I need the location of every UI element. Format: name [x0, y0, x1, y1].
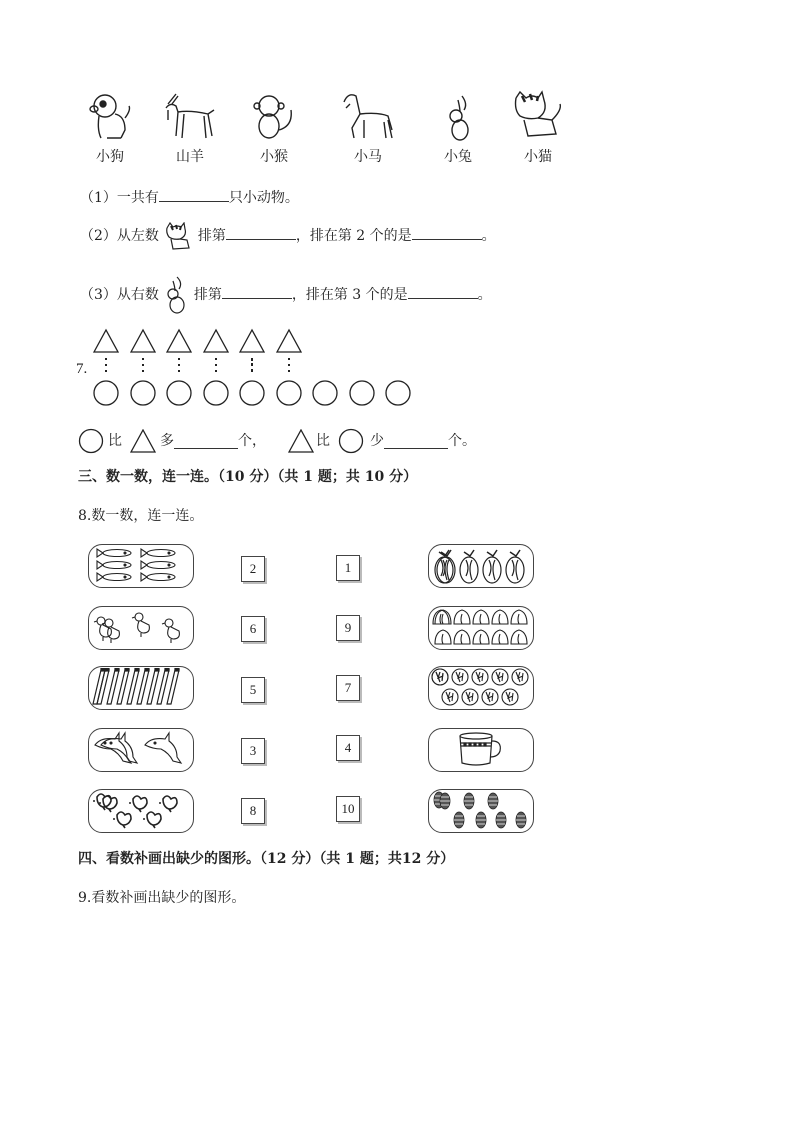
- number-box[interactable]: 8: [241, 798, 265, 824]
- answer-blank[interactable]: [408, 284, 478, 299]
- picture-leaves[interactable]: [428, 666, 534, 710]
- watermelon-icon: [433, 546, 529, 586]
- animal-label: 小猫: [524, 149, 552, 165]
- picture-peaches[interactable]: [428, 606, 534, 650]
- number-box[interactable]: 2: [241, 556, 265, 582]
- compare-ge: 个，: [238, 433, 266, 449]
- goat-icon: [160, 90, 220, 142]
- q7-compare: [78, 428, 476, 454]
- duck-icon: [93, 609, 189, 647]
- animal-cat: [508, 90, 568, 166]
- q6-p2-mid: 排第: [197, 228, 226, 244]
- number-box[interactable]: 3: [241, 738, 265, 764]
- picture-cup[interactable]: [428, 728, 534, 772]
- pinecone-icon: [433, 791, 529, 831]
- q6-p3-comma: ，排在第 3 个的是: [291, 287, 408, 303]
- animal-horse: [338, 90, 398, 166]
- number-box[interactable]: 5: [241, 677, 265, 703]
- rabbit-icon: [438, 90, 478, 142]
- cat-icon: [163, 222, 193, 250]
- dolphin-icon: [93, 731, 189, 769]
- animal-label: 小马: [354, 149, 382, 165]
- number-box[interactable]: 6: [241, 616, 265, 642]
- answer-blank[interactable]: [226, 225, 296, 240]
- answer-blank[interactable]: [159, 187, 229, 202]
- picture-chicks[interactable]: [88, 789, 194, 833]
- animal-monkey: [244, 90, 304, 166]
- number-box[interactable]: 9: [336, 615, 360, 641]
- compare-ge: 个。: [448, 433, 476, 449]
- answer-blank[interactable]: [384, 434, 448, 449]
- q6-p3-mid: 排第: [193, 287, 222, 303]
- picture-watermelons[interactable]: [428, 544, 534, 588]
- picture-dolphins[interactable]: [88, 728, 194, 772]
- picture-pencils[interactable]: [88, 666, 194, 710]
- triangle-row: [94, 330, 301, 352]
- q7-number: 7.: [76, 361, 88, 377]
- peach-icon: [431, 608, 531, 648]
- answer-blank[interactable]: [222, 284, 292, 299]
- picture-pinecones[interactable]: [428, 789, 534, 833]
- animal-dog: [80, 90, 140, 166]
- circle-icon: [338, 428, 364, 454]
- animal-label: 山羊: [176, 149, 204, 165]
- leaf-icon: [431, 668, 531, 708]
- dotted-connectors: [105, 358, 290, 372]
- q6-p2-prefix: （2）从左数: [80, 228, 159, 244]
- section-3-heading: 三、数一数，连一连。（10 分）（共 1 题；共 10 分）: [78, 469, 418, 485]
- pencil-icon: [91, 668, 191, 708]
- number-box[interactable]: 4: [336, 735, 360, 761]
- number-box[interactable]: 10: [336, 796, 360, 822]
- circle-row: [94, 381, 410, 405]
- picture-fish[interactable]: [88, 544, 194, 588]
- q6-p1-suffix: 只小动物。: [228, 190, 299, 206]
- answer-blank[interactable]: [412, 225, 482, 240]
- compare-bi: 比: [108, 433, 122, 449]
- q6-part1: [80, 187, 299, 207]
- animal-label: 小狗: [96, 149, 124, 165]
- q6-part3: [80, 275, 492, 315]
- q6-p1-prefix: （1）一共有: [80, 190, 159, 206]
- answer-blank[interactable]: [174, 434, 238, 449]
- animal-rabbit: [428, 90, 488, 166]
- section-4-heading: 四、看数补画出缺少的图形。（12 分）（共 1 题；共12 分）: [78, 851, 455, 867]
- rabbit-icon: [163, 275, 189, 315]
- q8-title: 8.数一数，连一连。: [78, 508, 204, 524]
- monkey-icon: [249, 90, 299, 142]
- animal-goat: [160, 90, 220, 166]
- triangle-icon: [288, 429, 314, 453]
- compare-bi: 比: [316, 433, 330, 449]
- compare-duo: 多: [160, 433, 174, 449]
- cat-icon: [508, 90, 568, 142]
- triangle-icon: [130, 429, 156, 453]
- chick-icon: [93, 791, 189, 831]
- q6-p2-comma: ，排在第 2 个的是: [295, 228, 412, 244]
- compare-shao: 少: [370, 433, 384, 449]
- circle-icon: [78, 428, 104, 454]
- q6-p3-prefix: （3）从右数: [80, 287, 159, 303]
- picture-ducks[interactable]: [88, 606, 194, 650]
- number-box[interactable]: 1: [336, 555, 360, 581]
- q9-title: 9.看数补画出缺少的图形。: [78, 890, 246, 906]
- cup-icon: [456, 731, 506, 769]
- horse-icon: [338, 90, 398, 142]
- fish-icon: [93, 547, 189, 585]
- q6-part2: [80, 222, 496, 250]
- dog-icon: [85, 90, 135, 142]
- q6-p2-end: 。: [481, 228, 496, 244]
- q6-p3-end: 。: [477, 287, 492, 303]
- animal-label: 小兔: [444, 149, 472, 165]
- triangles-circles-diagram: [92, 328, 422, 408]
- number-box[interactable]: 7: [336, 675, 360, 701]
- animal-label: 小猴: [260, 149, 288, 165]
